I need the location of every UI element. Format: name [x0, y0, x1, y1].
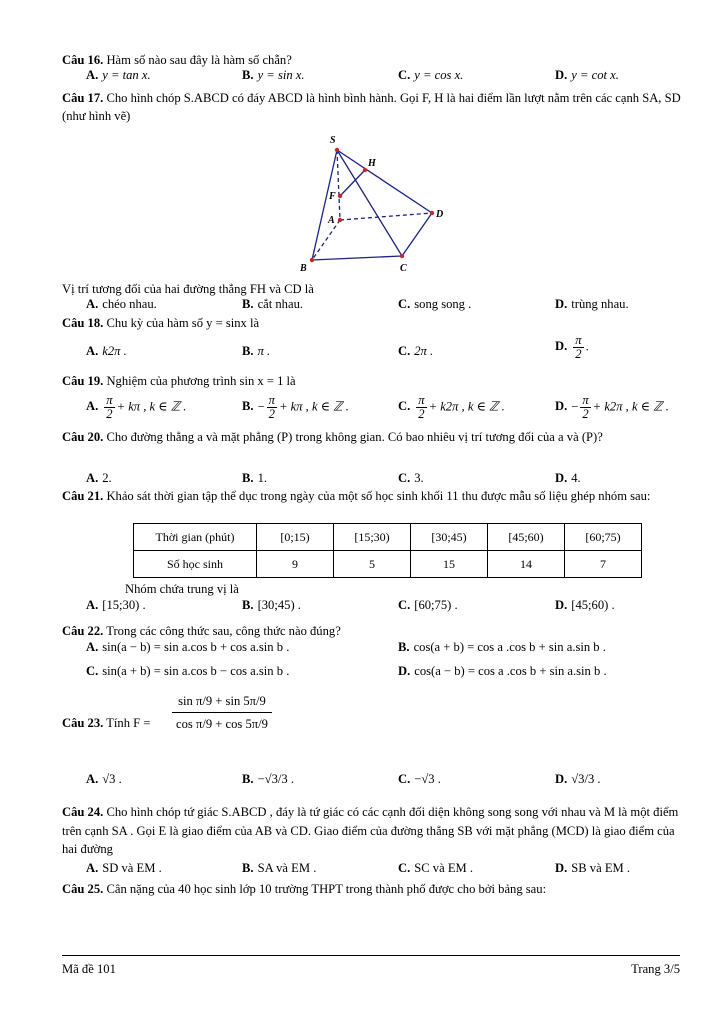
- option-b: B. y = sin x.: [242, 68, 305, 82]
- option-d: D. [45;60) .: [555, 598, 615, 612]
- table-cell: [15;30): [334, 524, 411, 551]
- label-b: B: [300, 263, 307, 274]
- exam-code: Mã đề 101: [62, 962, 116, 976]
- question-22-options-row2: [0, 664, 714, 684]
- option-a: A. $\frac{\pi}{2}$ + kπ , k ∈ ℤ .: [86, 393, 187, 421]
- option-d: D. cos(a − b) = cos a .cos b + sin a.sin b .: [398, 664, 607, 678]
- option-c: C. $\frac{\pi}{2}$ + k2π , k ∈ ℤ .: [398, 393, 505, 421]
- option-b: B. −√3/3 .: [242, 772, 294, 786]
- table-row: [134, 551, 642, 578]
- option-a: A. y = tan x.: [86, 68, 151, 82]
- page-number: Trang 3/5: [631, 962, 680, 976]
- option-b: B. [30;45) .: [242, 598, 301, 612]
- option-a: A. chéo nhau.: [86, 297, 157, 311]
- label-d: D: [436, 209, 444, 220]
- table-cell: 5: [334, 551, 411, 578]
- option-c: C. 2π .: [398, 344, 434, 358]
- option-d: D. y = cot x.: [555, 68, 619, 82]
- question-16: Câu 16. Hàm số nào sau đây là hàm số chẵn?: [62, 53, 292, 67]
- table-cell: [30;45): [411, 524, 488, 551]
- option-c: C. y = cos x.: [398, 68, 464, 82]
- label-a: A: [328, 215, 335, 226]
- table-cell: [60;75): [565, 524, 642, 551]
- pyramid-figure: [290, 130, 450, 275]
- frequency-table: [133, 523, 642, 578]
- question-24-options: [0, 861, 714, 881]
- question-17: Câu 17. Cho hình chóp S.ABCD có đáy ABCD là hình bình hành. Gọi F, H là hai điểm lần lượt nằm trên các cạnh SA, SD (như hình vẽ): [62, 91, 681, 123]
- question-25: Câu 25. Cân nặng của 40 học sinh lớp 10 trường THPT trong thành phố được cho bởi bảng sau:: [62, 882, 547, 896]
- question-19-options: [0, 394, 714, 424]
- table-cell: 9: [257, 551, 334, 578]
- formula-numerator: sin π/9 + sin 5π/9: [172, 692, 272, 713]
- label-s: S: [330, 135, 336, 146]
- table-cell: 7: [565, 551, 642, 578]
- footer-divider: [62, 955, 680, 956]
- option-d: D. SB và EM .: [555, 861, 631, 875]
- question-23-options: [0, 772, 714, 792]
- option-b: B. π .: [242, 344, 271, 358]
- option-d: D. 4.: [555, 471, 581, 485]
- option-d: D. − $\frac{\pi}{2}$ + k2π , k ∈ ℤ .: [555, 393, 669, 421]
- option-c: C. 3.: [398, 471, 424, 485]
- table-cell: Thời gian (phút): [134, 524, 257, 551]
- option-b: B. cắt nhau.: [242, 297, 304, 311]
- option-a: A. 2.: [86, 471, 112, 485]
- label-f: F: [329, 191, 336, 202]
- label-c: C: [400, 263, 407, 274]
- option-a: A. k2π .: [86, 344, 127, 358]
- question-17-prompt: Vị trí tương đối của hai đường thẳng FH và CD là: [62, 282, 314, 296]
- question-21: Câu 21. Khảo sát thời gian tập thể dục trong ngày của một số học sinh khối 11 thu được mẫu số liệu ghép nhóm sau:: [62, 489, 651, 503]
- question-23: Câu 23. Tính F = $\frac{\text{sin π/9 + sin 5π/9}}{\text{cos π/9 + cos 5π/9}}$: [62, 688, 682, 758]
- option-a: A. sin(a − b) = sin a.cos b + cos a.sin b .: [86, 640, 290, 654]
- option-a: A. SD và EM .: [86, 861, 162, 875]
- option-d: D. $\frac{\pi}{2}$ .: [555, 333, 589, 361]
- option-b: B. − $\frac{\pi}{2}$ + kπ , k ∈ ℤ .: [242, 393, 349, 421]
- option-c: C. SC và EM .: [398, 861, 474, 875]
- option-d: D. trùng nhau.: [555, 297, 629, 311]
- option-c: C. song song .: [398, 297, 472, 311]
- option-c: C. sin(a + b) = sin a.cos b − cos a.sin b .: [86, 664, 290, 678]
- option-b: B. cos(a + b) = cos a .cos b + sin a.sin b .: [398, 640, 606, 654]
- option-a: A. √3 .: [86, 772, 122, 786]
- question-18: Câu 18. Chu kỳ của hàm số y = sinx là: [62, 316, 260, 330]
- option-b: B. SA và EM .: [242, 861, 317, 875]
- question-19: Câu 19. Nghiệm của phương trình sin x = 1 là: [62, 374, 296, 388]
- question-22: Câu 22. Trong các công thức sau, công thức nào đúng?: [62, 624, 341, 638]
- question-22-options-row1: [0, 640, 714, 660]
- question-20: Câu 20. Cho đường thẳng a và mặt phẳng (P) trong không gian. Có bao nhiêu vị trí tương đối của a và (P)?: [62, 430, 603, 444]
- table-cell: 14: [488, 551, 565, 578]
- option-c: C. [60;75) .: [398, 598, 458, 612]
- table-header-row: [134, 524, 642, 551]
- question-21-options: [0, 598, 714, 618]
- table-cell: [0;15): [257, 524, 334, 551]
- question-16-options: [0, 68, 714, 88]
- question-21-prompt: Nhóm chứa trung vị là: [125, 582, 239, 596]
- question-18-options: [0, 333, 714, 364]
- question-24: Câu 24. Cho hình chóp tứ giác S.ABCD , đáy là tứ giác có các cạnh đối diện không song song với nhau và M là một điểm trên cạnh SA . Gọi E là giao điểm của AB và CD. Giao điểm của đường thẳng SB với mặt phẳng (MCD) là giao điểm của hai đường: [62, 805, 679, 856]
- option-a: A. [15;30) .: [86, 598, 146, 612]
- table-cell: Số học sinh: [134, 551, 257, 578]
- option-d: D. √3/3 .: [555, 772, 601, 786]
- table-cell: 15: [411, 551, 488, 578]
- option-c: C. −√3 .: [398, 772, 441, 786]
- option-b: B. 1.: [242, 471, 268, 485]
- label-h: H: [368, 158, 376, 169]
- table-cell: [45;60): [488, 524, 565, 551]
- formula-denominator: cos π/9 + cos 5π/9: [176, 717, 268, 731]
